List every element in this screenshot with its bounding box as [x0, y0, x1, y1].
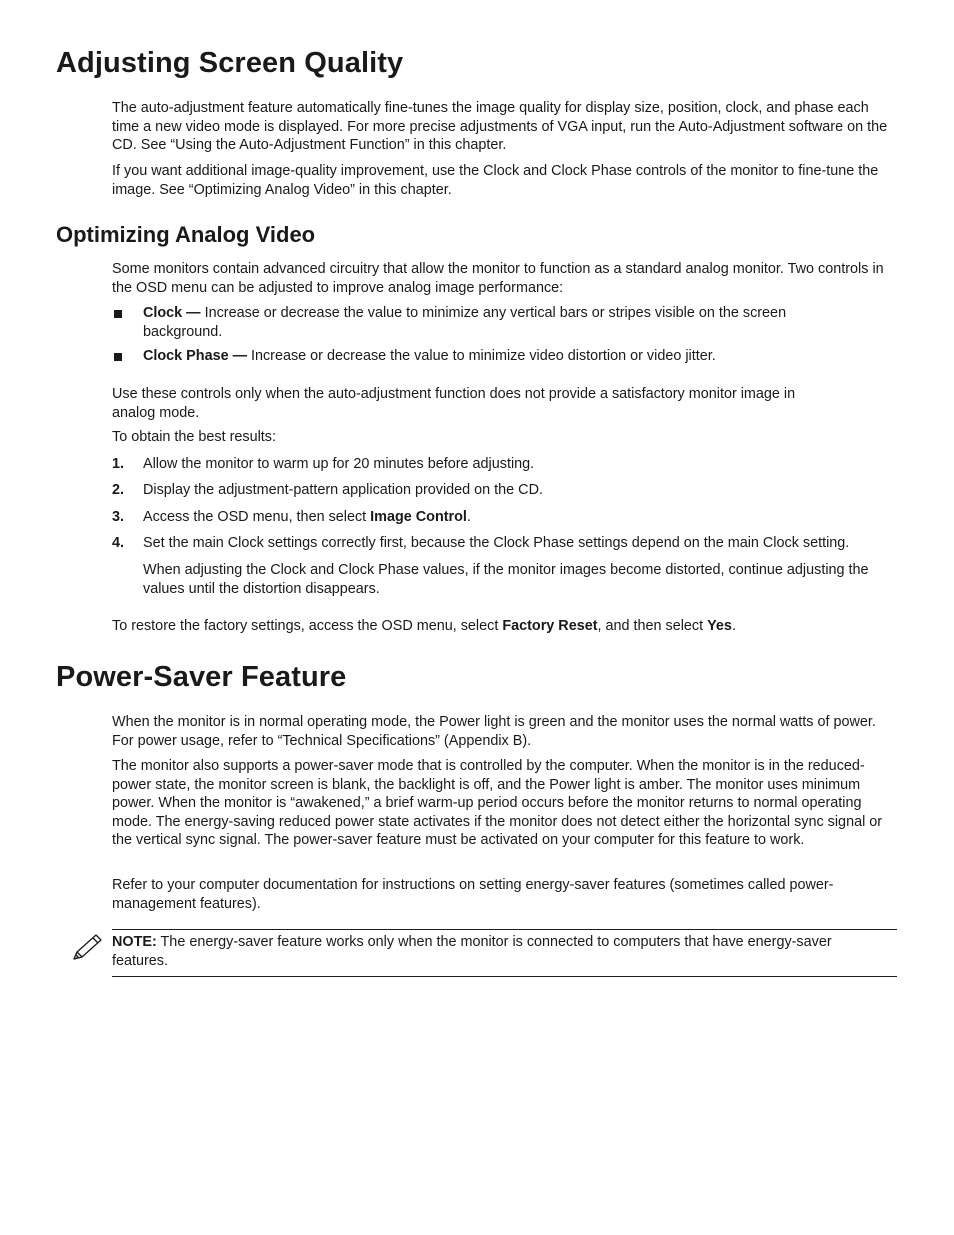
note-bottom-rule: [112, 976, 897, 977]
term-yes: Yes: [707, 618, 732, 634]
paragraph-refer-documentation: Refer to your computer documentation for instructions on setting energy-saver features (sometimes called power-management features).: [112, 877, 834, 912]
bullet-square-icon: [114, 353, 122, 361]
step-number: 1.: [112, 456, 125, 472]
note-top-rule: [112, 929, 897, 930]
step-text: Display the adjustment-pattern application provided on the CD.: [143, 482, 543, 498]
term-clock-phase: Clock Phase —: [143, 348, 247, 364]
step-number: 2.: [112, 482, 125, 498]
paragraph-best-results: To obtain the best results:: [112, 429, 276, 445]
bullet-square-icon: [114, 310, 122, 318]
pencil-note-icon: [70, 929, 106, 965]
step-text: Allow the monitor to warm up for 20 minutes before adjusting.: [143, 456, 535, 472]
paragraph-step4-followup: When adjusting the Clock and Clock Phase values, if the monitor images become distorted, continue adjusting the values until the distortion disappears.: [143, 562, 869, 597]
term-clock: Clock —: [143, 305, 201, 321]
restore-text-after: .: [731, 618, 736, 634]
heading-optimizing-analog-video: Optimizing Analog Video: [56, 222, 316, 247]
note-text: [112, 933, 882, 970]
bullet-description: Increase or decrease the value to minimize any vertical bars or stripes visible on the screen background.: [143, 305, 787, 340]
restore-text-middle: , and then select: [597, 618, 708, 634]
term-factory-reset: Factory Reset: [502, 618, 598, 634]
bullet-text: [143, 347, 903, 366]
paragraph-auto-adjustment: The auto-adjustment feature automatically fine-tunes the image quality for display size, position, clock, and phase each time a new video mode is displayed. For more precise adjustments of VGA input, run the Auto-Adjustment software on the CD. See “Using the Auto-Adjustment Function” in this chapter.: [112, 100, 888, 154]
paragraph-usage: Use these controls only when the auto-adjustment function does not provide a satisfactory monitor image in analog mode.: [112, 386, 796, 421]
paragraph-factory-reset: [112, 617, 897, 636]
restore-text-before: To restore the factory settings, access the OSD menu, select: [112, 618, 503, 634]
paragraph-image-quality-improvement: If you want additional image-quality improvement, use the Clock and Clock Phase controls of the monitor to fine-tune the image. See “Optimizing Analog Video” in this chapter.: [112, 163, 879, 198]
step-number: 4.: [112, 535, 125, 551]
term-image-control: Image Control: [370, 509, 467, 525]
note-label: NOTE:: [112, 934, 157, 950]
step-text-after: .: [466, 509, 471, 525]
paragraph-power-saver-mode: The monitor also supports a power-saver mode that is controlled by the computer. When the monitor is in the reduced-power state, the monitor screen is blank, the backlight is off, and the Power light is amber. The monitor uses minimum power. When the monitor is “awakened,” a brief warm-up period occurs before the monitor returns to normal operating mode. The energy-saving reduced power state activates if the monitor does not detect either the horizontal sync signal or the vertical sync signal. The power-saver feature must be activated on your computer for this feature to work.: [112, 758, 883, 849]
step-text: Set the main Clock settings correctly first, because the Clock Phase settings depend on the main Clock setting.: [143, 535, 850, 551]
paragraph-normal-mode: When the monitor is in normal operating mode, the Power light is green and the monitor uses the normal watts of power. For power usage, refer to “Technical Specifications” (Appendix B).: [112, 714, 876, 749]
step-number: 3.: [112, 509, 125, 525]
bullet-description: Increase or decrease the value to minimize video distortion or video jitter.: [246, 348, 716, 364]
heading-power-saver-feature: Power-Saver Feature: [56, 661, 347, 693]
bullet-text: [143, 304, 833, 341]
paragraph-analog-intro: Some monitors contain advanced circuitry that allow the monitor to function as a standard analog monitor. Two controls in the OSD menu can be adjusted to improve analog image performance:: [112, 261, 884, 296]
note-body: The energy-saver feature works only when the monitor is connected to computers that have energy-saver features.: [112, 934, 832, 969]
step-text: [143, 508, 895, 527]
heading-adjusting-screen-quality: Adjusting Screen Quality: [56, 47, 404, 79]
step-text-before: Access the OSD menu, then select: [143, 509, 371, 525]
